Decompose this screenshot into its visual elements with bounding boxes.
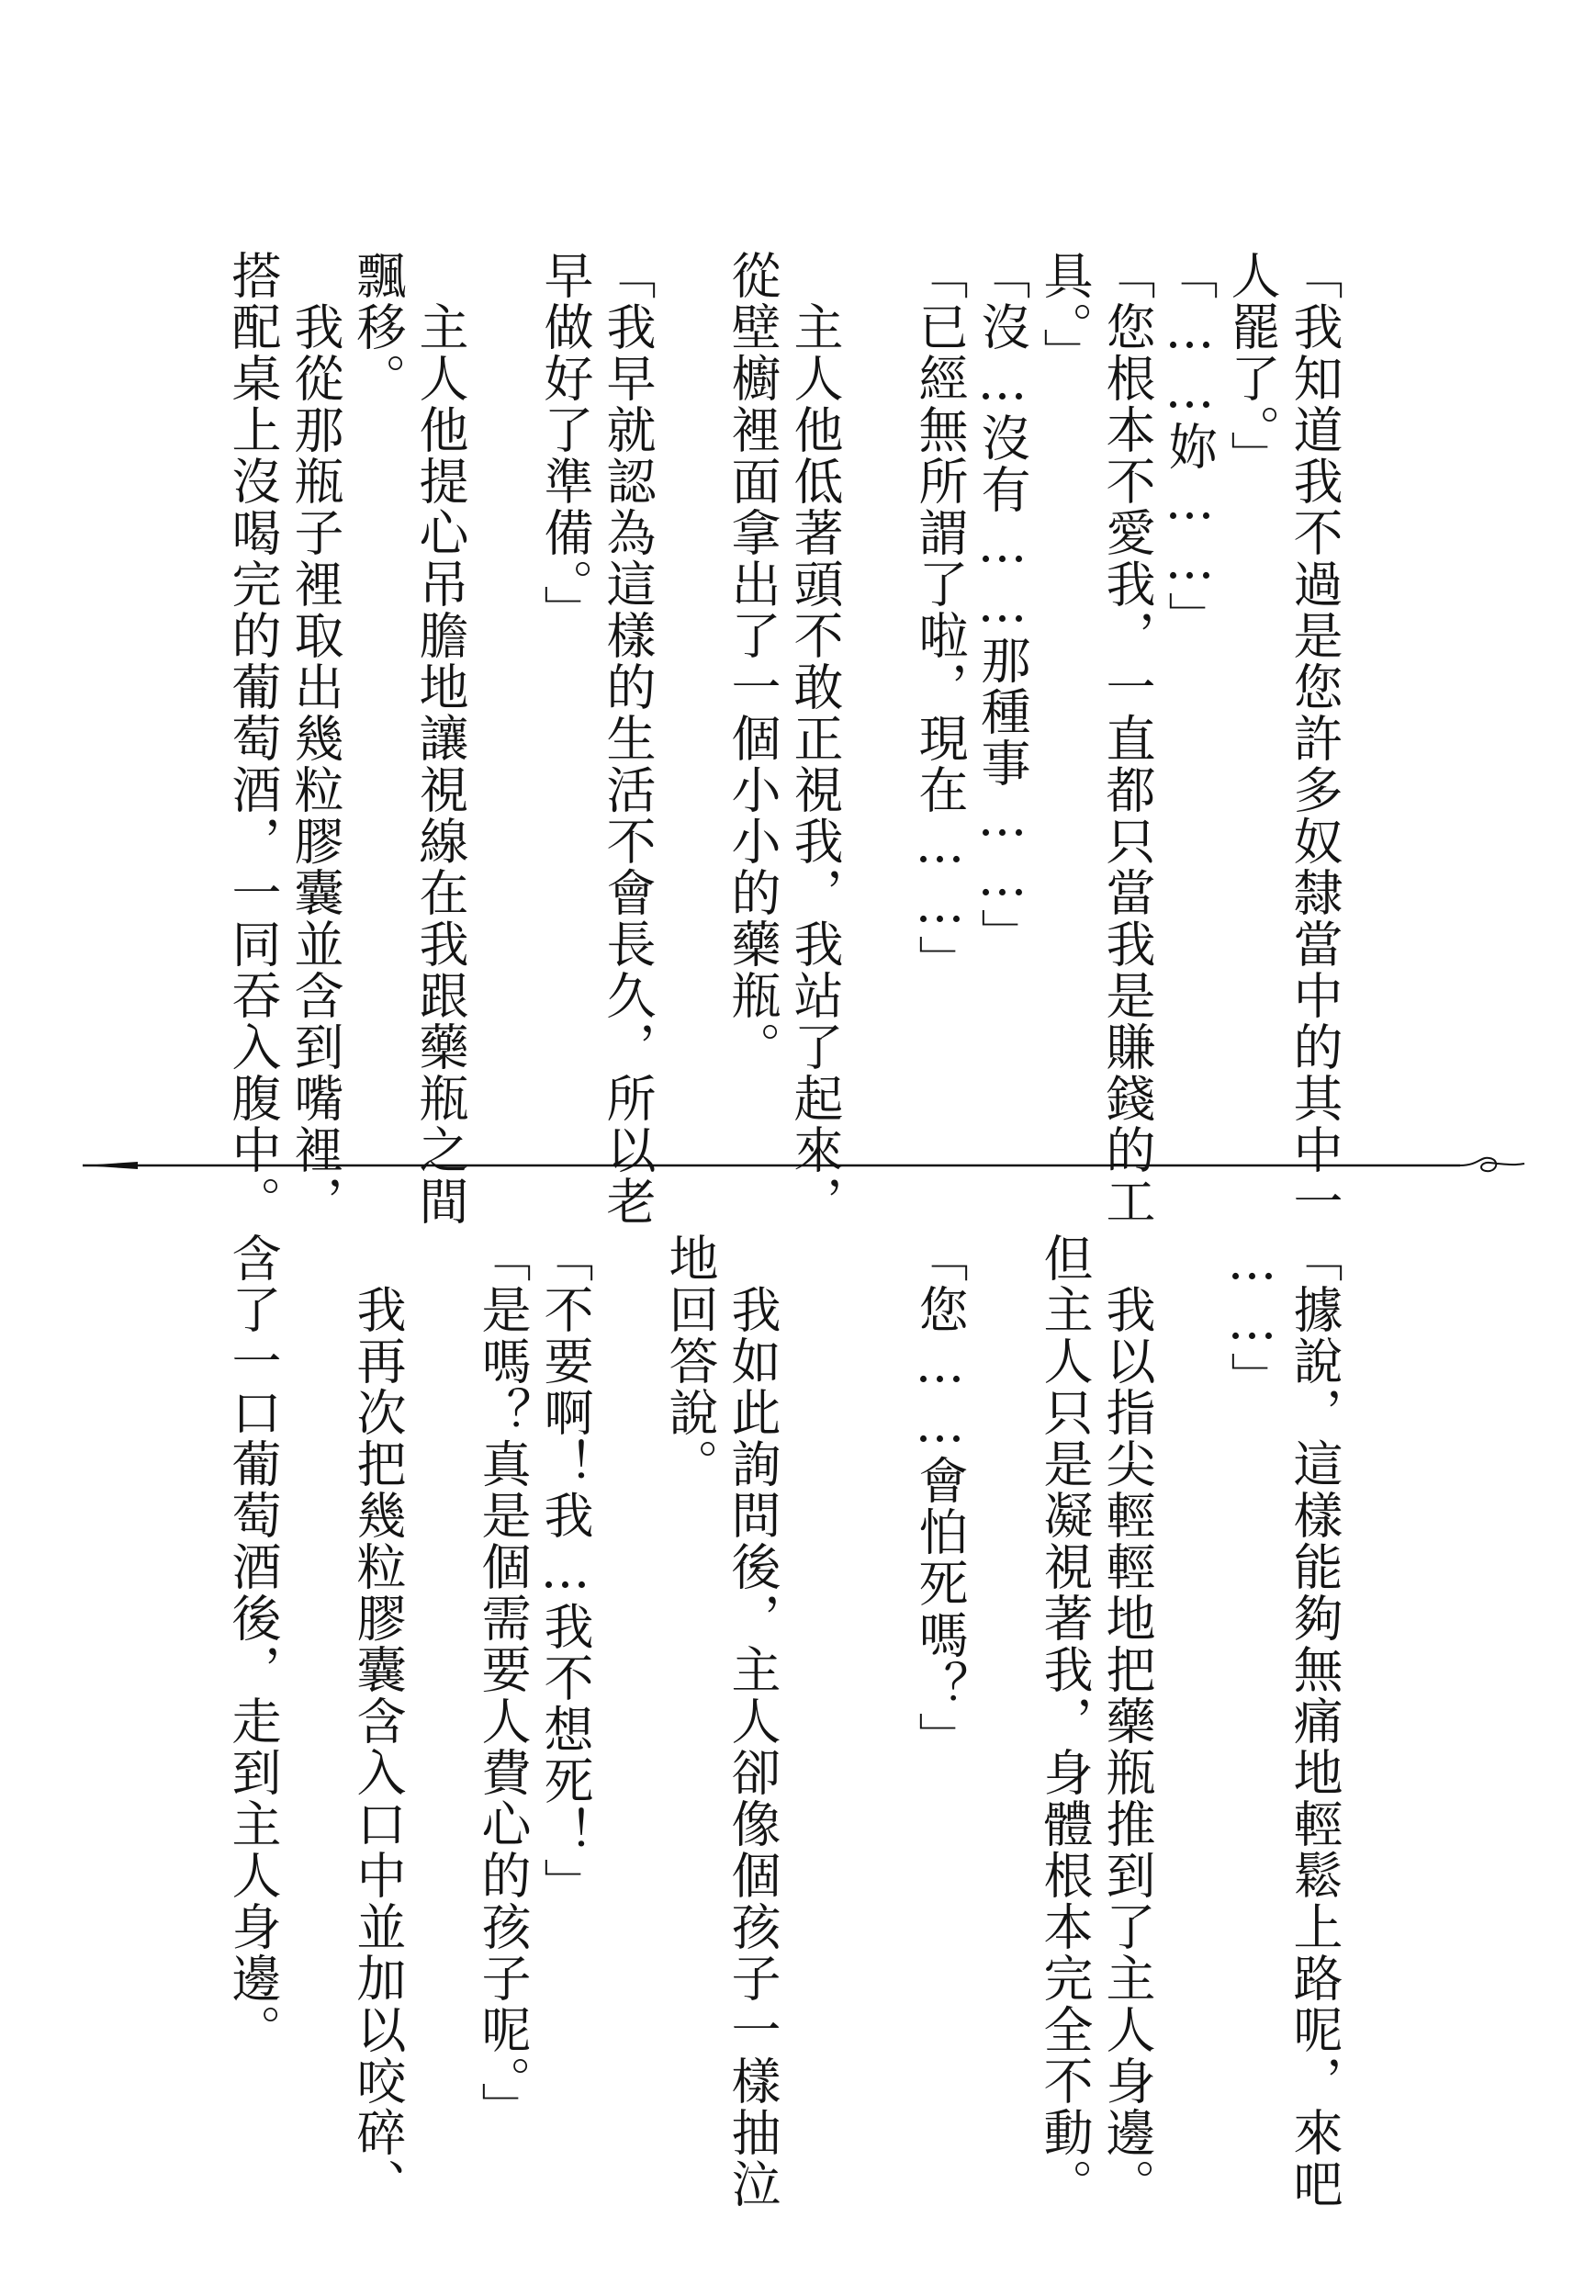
text-column: 我再次把幾粒膠囊含入口中並加以咬碎、: [349, 1232, 407, 2210]
text-column: 地回答說。: [661, 1232, 719, 1490]
divider-left-point: [83, 1162, 138, 1169]
text-column: 「您……會怕死嗎？」: [911, 1232, 969, 1763]
text-column: 我如此詢問後，主人卻像個孩子一樣抽泣: [724, 1232, 781, 2210]
divider-flourish-icon: [1460, 1158, 1524, 1171]
text-column: ……」: [1223, 1232, 1281, 1403]
text-column: 從壁櫥裡面拿出了一個小小的藥瓶。: [724, 250, 781, 1073]
text-column: 「……妳……」: [1161, 250, 1219, 643]
text-column: 人罷了。」: [1223, 250, 1281, 482]
text-column: 「是嗎？真是個需要人費心的孩子呢。」: [474, 1232, 532, 2133]
text-column: 早做好了準備。」: [536, 250, 594, 636]
text-column: 「已經無所謂了啦，現在……」: [911, 250, 969, 986]
text-column: 但主人只是凝視著我，身體根本完全不動。: [1036, 1232, 1094, 2210]
text-column: 「我早就認為這樣的生活不會長久，所以老: [599, 250, 657, 1227]
text-column: 主人他低著頭不敢正視我，我站了起來，: [786, 250, 844, 1227]
text-column: 搭配桌上沒喝完的葡萄酒，一同吞入腹中。: [224, 250, 282, 1227]
text-column: 飄移。: [349, 250, 407, 404]
text-column: 「據說，這樣能夠無痛地輕鬆上路呢，來吧: [1286, 1232, 1343, 2210]
lower-text-block: [0, 1185, 1596, 2296]
text-column: 「我知道我不過是您許多奴隸當中的其中一: [1286, 250, 1343, 1227]
text-column: 我以指尖輕輕地把藥瓶推到了主人身邊。: [1098, 1232, 1156, 2210]
text-column: 主人他提心吊膽地讓視線在我跟藥瓶之間: [411, 250, 469, 1227]
ornamental-divider: [0, 1153, 1596, 1180]
text-column: 「您根本不愛我，一直都只當我是賺錢的工: [1098, 250, 1156, 1227]
text-column: 「沒…沒有……那種事……」: [973, 250, 1031, 960]
text-column: 具。」: [1036, 250, 1094, 379]
text-column: 我從那瓶子裡取出幾粒膠囊並含到嘴裡，: [287, 250, 344, 1227]
text-column: 「不要啊！我…我不想死！」: [536, 1232, 594, 1909]
text-column: 含了一口葡萄酒後，走到主人身邊。: [224, 1232, 282, 2055]
